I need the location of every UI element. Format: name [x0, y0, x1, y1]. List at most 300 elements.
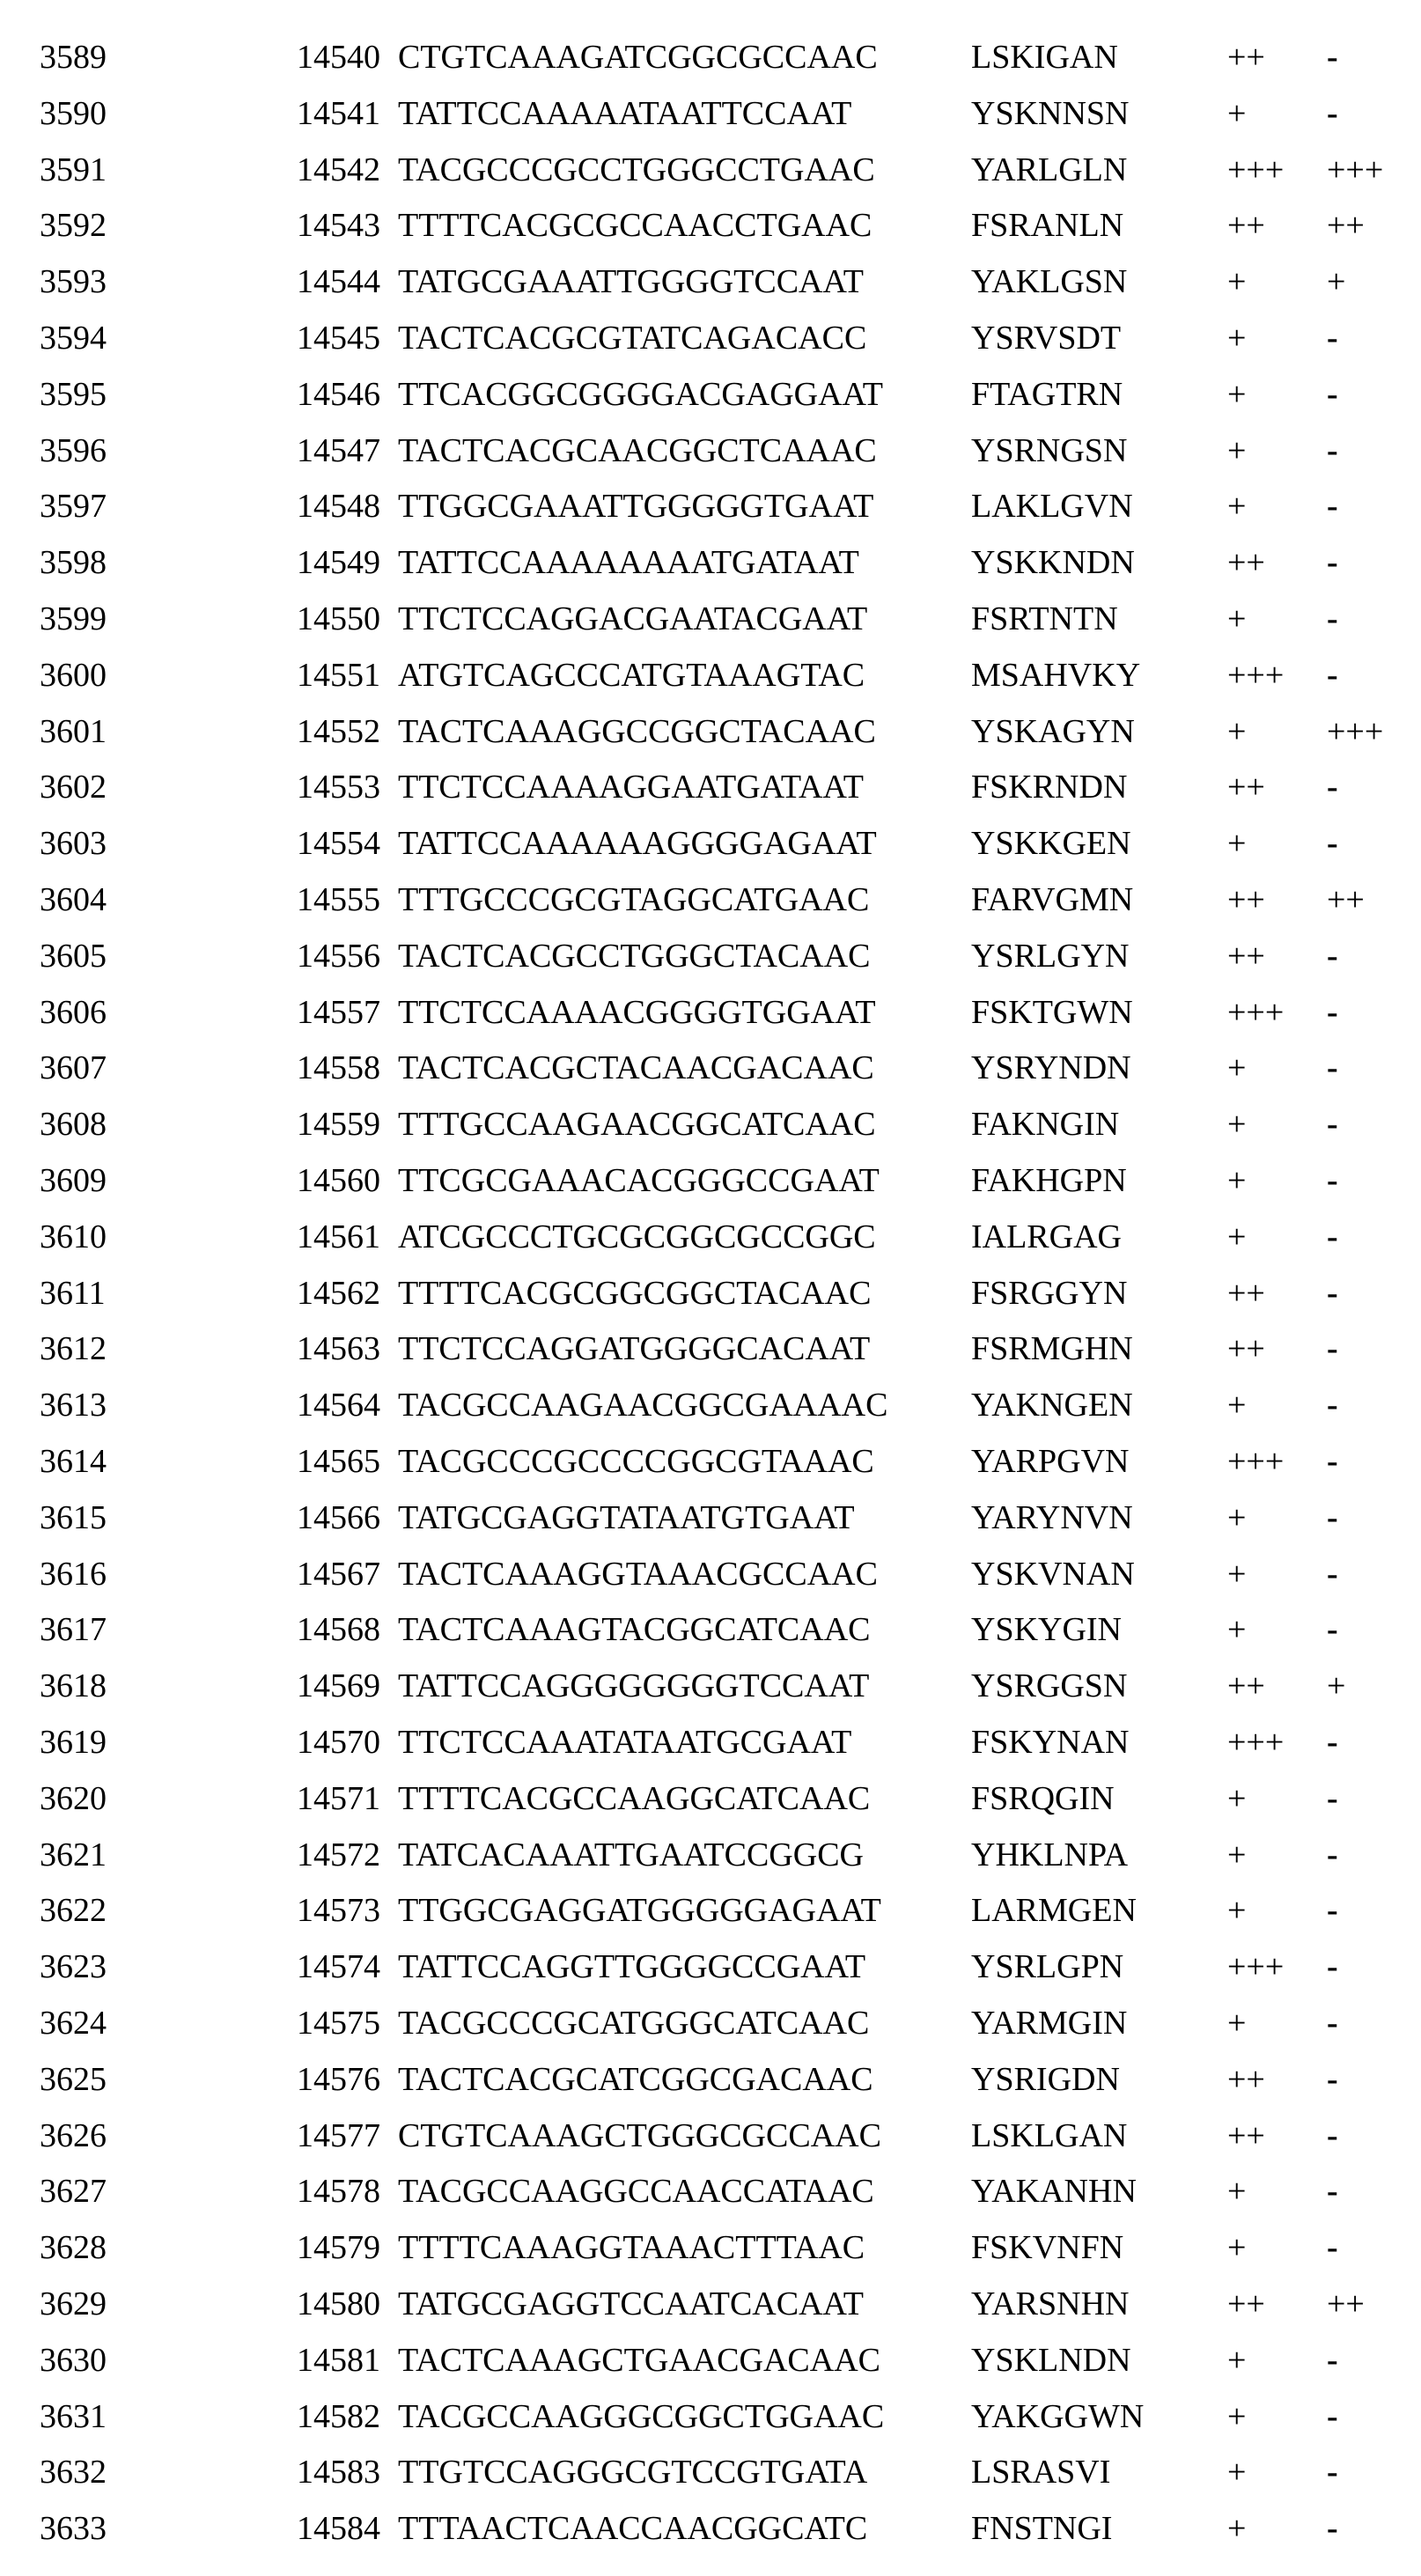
- sequence-id: 14578: [297, 2173, 380, 2211]
- row-id: 3616: [40, 1555, 107, 1593]
- sequence-id: 14583: [297, 2454, 380, 2491]
- score-2: -: [1327, 1218, 1338, 1255]
- table-row: [0, 29, 1421, 85]
- nucleotide-sequence: TTCTCCAAAACGGGGTGGAAT: [398, 993, 876, 1031]
- peptide-sequence: YSRNGSN: [971, 431, 1128, 469]
- table-row: [0, 85, 1421, 142]
- peptide-sequence: YARSNHN: [971, 2285, 1130, 2322]
- table-row: [0, 759, 1421, 815]
- peptide-sequence: FSKVNFN: [971, 2229, 1124, 2267]
- nucleotide-sequence: TACGCCAAGGGCGGCTGGAAC: [398, 2397, 885, 2435]
- score-1: ++: [1227, 1667, 1265, 1705]
- score-2: -: [1327, 2454, 1338, 2491]
- nucleotide-sequence: TTTAACTCAACCAACGGCATC: [398, 2510, 868, 2548]
- sequence-id: 14556: [297, 937, 380, 975]
- score-2: -: [1327, 1162, 1338, 1199]
- peptide-sequence: YSKNNSN: [971, 94, 1130, 132]
- score-2: ++: [1327, 207, 1365, 245]
- table-row: [0, 2108, 1421, 2164]
- score-1: +++: [1227, 151, 1285, 188]
- score-2: -: [1327, 993, 1338, 1031]
- table-row: [0, 1040, 1421, 1096]
- sequence-id: 14572: [297, 1836, 380, 1873]
- row-id: 3611: [40, 1274, 106, 1312]
- score-2: -: [1327, 1049, 1338, 1087]
- sequence-id: 14571: [297, 1779, 380, 1817]
- sequence-id: 14573: [297, 1892, 380, 1930]
- table-row: [0, 2500, 1421, 2557]
- table-row: [0, 2219, 1421, 2276]
- score-2: -: [1327, 1836, 1338, 1873]
- peptide-sequence: FTAGTRN: [971, 375, 1123, 413]
- nucleotide-sequence: CTGTCAAAGCTGGGCGCCAAC: [398, 2116, 881, 2154]
- score-1: ++: [1227, 881, 1265, 918]
- row-id: 3600: [40, 656, 107, 694]
- nucleotide-sequence: TTTTCACGCGCCAACCTGAAC: [398, 207, 872, 245]
- table-row: [0, 815, 1421, 872]
- nucleotide-sequence: TTGTCCAGGGCGTCCGTGATA: [398, 2454, 868, 2491]
- score-1: +: [1227, 2341, 1247, 2379]
- peptide-sequence: LAKLGVN: [971, 488, 1133, 526]
- peptide-sequence: YARYNVN: [971, 1498, 1133, 1536]
- score-1: +: [1227, 1836, 1247, 1873]
- row-id: 3623: [40, 1948, 107, 1986]
- score-2: -: [1327, 2005, 1338, 2042]
- row-id: 3618: [40, 1667, 107, 1705]
- score-2: +++: [1327, 712, 1384, 750]
- sequence-id: 14557: [297, 993, 380, 1031]
- score-2: -: [1327, 2116, 1338, 2154]
- table-row: [0, 142, 1421, 198]
- score-2: -: [1327, 2397, 1338, 2435]
- nucleotide-sequence: TACTCAAAGTACGGCATCAAC: [398, 1611, 871, 1649]
- sequence-id: 14542: [297, 151, 380, 188]
- row-id: 3626: [40, 2116, 107, 2154]
- sequence-id: 14559: [297, 1106, 380, 1144]
- sequence-id: 14570: [297, 1724, 380, 1761]
- score-2: -: [1327, 1892, 1338, 1930]
- sequence-id: 14568: [297, 1611, 380, 1649]
- nucleotide-sequence: TATTCCAAAAATAATTCCAAT: [398, 94, 852, 132]
- score-2: -: [1327, 544, 1338, 582]
- row-id: 3603: [40, 825, 107, 863]
- nucleotide-sequence: TTCACGGCGGGGACGAGGAAT: [398, 375, 883, 413]
- score-1: +++: [1227, 656, 1285, 694]
- peptide-sequence: YSKLNDN: [971, 2341, 1131, 2379]
- row-id: 3629: [40, 2285, 107, 2322]
- sequence-id: 14558: [297, 1049, 380, 1087]
- sequence-id: 14549: [297, 544, 380, 582]
- row-id: 3624: [40, 2005, 107, 2042]
- table-row: [0, 366, 1421, 423]
- sequence-id: 14569: [297, 1667, 380, 1705]
- row-id: 3612: [40, 1330, 107, 1368]
- score-1: +: [1227, 1218, 1247, 1255]
- score-2: -: [1327, 1106, 1338, 1144]
- sequence-id: 14576: [297, 2060, 380, 2098]
- score-2: -: [1327, 375, 1338, 413]
- peptide-sequence: IALRGAG: [971, 1218, 1122, 1255]
- score-2: -: [1327, 600, 1338, 637]
- score-1: ++: [1227, 2285, 1265, 2322]
- table-row: [0, 703, 1421, 760]
- score-2: -: [1327, 2510, 1338, 2548]
- score-2: -: [1327, 2173, 1338, 2211]
- table-row: [0, 2163, 1421, 2219]
- table-row: [0, 1377, 1421, 1433]
- peptide-sequence: YSRYNDN: [971, 1049, 1131, 1087]
- peptide-sequence: YAKGGWN: [971, 2397, 1145, 2435]
- score-1: +++: [1227, 1724, 1285, 1761]
- score-2: -: [1327, 94, 1338, 132]
- peptide-sequence: YSRGGSN: [971, 1667, 1128, 1705]
- nucleotide-sequence: TACGCCCGCATGGGCATCAAC: [398, 2005, 870, 2042]
- table-row: [0, 1770, 1421, 1827]
- row-id: 3599: [40, 600, 107, 637]
- score-1: +: [1227, 1049, 1247, 1087]
- score-1: +: [1227, 600, 1247, 637]
- row-id: 3591: [40, 151, 107, 188]
- table-row: [0, 928, 1421, 984]
- nucleotide-sequence: TTCGCGAAACACGGGCCGAAT: [398, 1162, 880, 1199]
- table-row: [0, 1658, 1421, 1714]
- sequence-id: 14552: [297, 712, 380, 750]
- sequence-id: 14555: [297, 881, 380, 918]
- table-row: [0, 478, 1421, 534]
- score-2: +: [1327, 1667, 1346, 1705]
- sequence-id: 14540: [297, 39, 380, 76]
- nucleotide-sequence: TACGCCCGCCTGGGCCTGAAC: [398, 151, 875, 188]
- score-2: -: [1327, 1498, 1338, 1536]
- score-2: -: [1327, 656, 1338, 694]
- table-row: [0, 2332, 1421, 2388]
- peptide-sequence: YSRLGYN: [971, 937, 1130, 975]
- nucleotide-sequence: TACTCACGCAACGGCTCAAAC: [398, 431, 877, 469]
- score-2: -: [1327, 2229, 1338, 2267]
- score-2: -: [1327, 1274, 1338, 1312]
- score-2: -: [1327, 1611, 1338, 1649]
- score-1: +++: [1227, 1948, 1285, 1986]
- peptide-sequence: YARLGLN: [971, 151, 1128, 188]
- score-1: ++: [1227, 937, 1265, 975]
- table-row: [0, 1882, 1421, 1939]
- sequence-id: 14560: [297, 1162, 380, 1199]
- nucleotide-sequence: TATGCGAGGTATAATGTGAAT: [398, 1498, 855, 1536]
- table-row: [0, 1265, 1421, 1321]
- sequence-id: 14567: [297, 1555, 380, 1593]
- sequence-id: 14580: [297, 2285, 380, 2322]
- score-1: ++: [1227, 207, 1265, 245]
- score-1: +: [1227, 431, 1247, 469]
- table-row: [0, 1546, 1421, 1602]
- score-2: -: [1327, 431, 1338, 469]
- peptide-sequence: FSKTGWN: [971, 993, 1133, 1031]
- row-id: 3589: [40, 39, 107, 76]
- nucleotide-sequence: TATGCGAGGTCCAATCACAAT: [398, 2285, 864, 2322]
- table-row: [0, 1096, 1421, 1152]
- peptide-sequence: FSRANLN: [971, 207, 1124, 245]
- score-1: +: [1227, 2510, 1247, 2548]
- table-row: [0, 2276, 1421, 2332]
- table-row: [0, 1209, 1421, 1265]
- score-2: -: [1327, 1779, 1338, 1817]
- peptide-sequence: FSKRNDN: [971, 769, 1128, 806]
- nucleotide-sequence: ATGTCAGCCCATGTAAAGTAC: [398, 656, 865, 694]
- score-1: +: [1227, 2229, 1247, 2267]
- peptide-sequence: YSRLGPN: [971, 1948, 1124, 1986]
- sequence-id: 14550: [297, 600, 380, 637]
- peptide-sequence: YSRVSDT: [971, 320, 1122, 357]
- table-row: [0, 1321, 1421, 1377]
- sequence-id: 14543: [297, 207, 380, 245]
- score-2: -: [1327, 2341, 1338, 2379]
- nucleotide-sequence: TATTCCAGGGGGGGGTCCAAT: [398, 1667, 870, 1705]
- score-1: +: [1227, 94, 1247, 132]
- nucleotide-sequence: TACTCACGCGTATCAGACACC: [398, 320, 867, 357]
- table-row: [0, 1152, 1421, 1209]
- row-id: 3598: [40, 544, 107, 582]
- score-1: +: [1227, 1555, 1247, 1593]
- row-id: 3614: [40, 1443, 107, 1480]
- nucleotide-sequence: TTTGCCAAGAACGGCATCAAC: [398, 1106, 876, 1144]
- nucleotide-sequence: TATGCGAAATTGGGGTCCAAT: [398, 263, 864, 301]
- peptide-sequence: FSRQGIN: [971, 1779, 1115, 1817]
- nucleotide-sequence: TTCTCCAGGATGGGGCACAAT: [398, 1330, 871, 1368]
- nucleotide-sequence: TACTCACGCATCGGCGACAAC: [398, 2060, 873, 2098]
- peptide-sequence: YSKVNAN: [971, 1555, 1135, 1593]
- nucleotide-sequence: TATCACAAATTGAATCCGGCG: [398, 1836, 864, 1873]
- score-1: +: [1227, 2454, 1247, 2491]
- sequence-id: 14551: [297, 656, 380, 694]
- row-id: 3601: [40, 712, 107, 750]
- peptide-sequence: FSKYNAN: [971, 1724, 1130, 1761]
- score-1: +: [1227, 1162, 1247, 1199]
- nucleotide-sequence: TTTTCACGCGGCGGCTACAAC: [398, 1274, 872, 1312]
- table-row: [0, 1714, 1421, 1770]
- sequence-id: 14581: [297, 2341, 380, 2379]
- score-1: +: [1227, 1387, 1247, 1424]
- nucleotide-sequence: ATCGCCCTGCGCGGCGCCGGC: [398, 1218, 876, 1255]
- sequence-id: 14544: [297, 263, 380, 301]
- peptide-sequence: FNSTNGI: [971, 2510, 1113, 2548]
- score-1: ++: [1227, 769, 1265, 806]
- nucleotide-sequence: TTTTCAAAGGTAAACTTTAAC: [398, 2229, 865, 2267]
- nucleotide-sequence: TTCTCCAGGACGAATACGAAT: [398, 600, 868, 637]
- peptide-sequence: MSAHVKY: [971, 656, 1141, 694]
- row-id: 3606: [40, 993, 107, 1031]
- table-row: [0, 1490, 1421, 1546]
- score-1: ++: [1227, 1274, 1265, 1312]
- sequence-id: 14563: [297, 1330, 380, 1368]
- row-id: 3622: [40, 1892, 107, 1930]
- row-id: 3610: [40, 1218, 107, 1255]
- row-id: 3620: [40, 1779, 107, 1817]
- table-row: [0, 1601, 1421, 1658]
- row-id: 3613: [40, 1387, 107, 1424]
- row-id: 3602: [40, 769, 107, 806]
- table-row: [0, 2051, 1421, 2108]
- table-row: [0, 647, 1421, 703]
- sequence-id: 14579: [297, 2229, 380, 2267]
- score-2: -: [1327, 320, 1338, 357]
- row-id: 3627: [40, 2173, 107, 2211]
- score-2: -: [1327, 1724, 1338, 1761]
- score-2: -: [1327, 488, 1338, 526]
- score-1: +: [1227, 320, 1247, 357]
- score-1: +: [1227, 712, 1247, 750]
- score-1: ++: [1227, 1330, 1265, 1368]
- table-row: [0, 310, 1421, 366]
- nucleotide-sequence: TACTCACGCCTGGGCTACAAC: [398, 937, 871, 975]
- nucleotide-sequence: TTTGCCCGCGTAGGCATGAAC: [398, 881, 870, 918]
- score-1: ++: [1227, 2116, 1265, 2154]
- score-2: +: [1327, 263, 1346, 301]
- score-1: +++: [1227, 1443, 1285, 1480]
- table-row: [0, 1939, 1421, 1995]
- peptide-sequence: LSRASVI: [971, 2454, 1111, 2491]
- score-2: +++: [1327, 151, 1384, 188]
- row-id: 3593: [40, 263, 107, 301]
- peptide-sequence: FSRMGHN: [971, 1330, 1133, 1368]
- sequence-id: 14562: [297, 1274, 380, 1312]
- nucleotide-sequence: TACTCAAAGGTAAACGCCAAC: [398, 1555, 878, 1593]
- nucleotide-sequence: TATTCCAAAAAAAATGATAAT: [398, 544, 859, 582]
- sequence-id: 14577: [297, 2116, 380, 2154]
- sequence-id: 14582: [297, 2397, 380, 2435]
- sequence-id: 14564: [297, 1387, 380, 1424]
- row-id: 3625: [40, 2060, 107, 2098]
- table-row: [0, 984, 1421, 1041]
- row-id: 3631: [40, 2397, 107, 2435]
- sequence-id: 14546: [297, 375, 380, 413]
- peptide-sequence: FSRTNTN: [971, 600, 1118, 637]
- score-1: +: [1227, 375, 1247, 413]
- table-row: [0, 254, 1421, 310]
- sequence-id: 14547: [297, 431, 380, 469]
- row-id: 3594: [40, 320, 107, 357]
- table-row: [0, 1995, 1421, 2051]
- score-1: +++: [1227, 993, 1285, 1031]
- row-id: 3619: [40, 1724, 107, 1761]
- score-2: -: [1327, 1387, 1338, 1424]
- nucleotide-sequence: TTCTCCAAATATAATGCGAAT: [398, 1724, 852, 1761]
- score-2: -: [1327, 1330, 1338, 1368]
- score-1: +: [1227, 1106, 1247, 1144]
- peptide-sequence: YSKAGYN: [971, 712, 1135, 750]
- row-id: 3597: [40, 488, 107, 526]
- peptide-sequence: FSRGGYN: [971, 1274, 1128, 1312]
- row-id: 3621: [40, 1836, 107, 1873]
- peptide-sequence: FAKHGPN: [971, 1162, 1127, 1199]
- sequence-id: 14553: [297, 769, 380, 806]
- table-row: [0, 534, 1421, 591]
- peptide-sequence: LARMGEN: [971, 1892, 1137, 1930]
- table-row: [0, 872, 1421, 928]
- score-1: +: [1227, 825, 1247, 863]
- score-2: -: [1327, 1443, 1338, 1480]
- row-id: 3630: [40, 2341, 107, 2379]
- sequence-id: 14565: [297, 1443, 380, 1480]
- peptide-sequence: YSKKNDN: [971, 544, 1135, 582]
- sequence-id: 14566: [297, 1498, 380, 1536]
- row-id: 3604: [40, 881, 107, 918]
- row-id: 3595: [40, 375, 107, 413]
- nucleotide-sequence: TACGCCAAGAACGGCGAAAAC: [398, 1387, 888, 1424]
- score-2: -: [1327, 39, 1338, 76]
- score-2: -: [1327, 1948, 1338, 1986]
- row-id: 3633: [40, 2510, 107, 2548]
- table-row: [0, 2388, 1421, 2445]
- score-1: +: [1227, 1892, 1247, 1930]
- table-row: [0, 423, 1421, 479]
- peptide-sequence: YAKNGEN: [971, 1387, 1133, 1424]
- peptide-sequence: YSRIGDN: [971, 2060, 1120, 2098]
- score-1: ++: [1227, 39, 1265, 76]
- score-1: +: [1227, 1779, 1247, 1817]
- score-2: -: [1327, 825, 1338, 863]
- score-1: ++: [1227, 544, 1265, 582]
- score-1: +: [1227, 1611, 1247, 1649]
- sequence-id: 14554: [297, 825, 380, 863]
- score-1: ++: [1227, 2060, 1265, 2098]
- table-row: [0, 591, 1421, 647]
- nucleotide-sequence: TACTCAAAGGCCGGCTACAAC: [398, 712, 876, 750]
- peptide-sequence: LSKLGAN: [971, 2116, 1128, 2154]
- score-1: +: [1227, 263, 1247, 301]
- score-2: ++: [1327, 2285, 1365, 2322]
- sequence-id: 14574: [297, 1948, 380, 1986]
- nucleotide-sequence: TTCTCCAAAAGGAATGATAAT: [398, 769, 864, 806]
- score-2: ++: [1327, 881, 1365, 918]
- score-1: +: [1227, 2005, 1247, 2042]
- score-2: -: [1327, 769, 1338, 806]
- row-id: 3605: [40, 937, 107, 975]
- sequence-id: 14575: [297, 2005, 380, 2042]
- score-1: +: [1227, 2173, 1247, 2211]
- table-row: [0, 2444, 1421, 2500]
- sequence-id: 14561: [297, 1218, 380, 1255]
- row-id: 3632: [40, 2454, 107, 2491]
- row-id: 3609: [40, 1162, 107, 1199]
- peptide-sequence: YAKLGSN: [971, 263, 1128, 301]
- table-row: [0, 1433, 1421, 1490]
- nucleotide-sequence: TACGCCAAGGCCAACCATAAC: [398, 2173, 874, 2211]
- score-2: -: [1327, 1555, 1338, 1593]
- table-row: [0, 1827, 1421, 1883]
- row-id: 3628: [40, 2229, 107, 2267]
- peptide-sequence: YHKLNPA: [971, 1836, 1129, 1873]
- peptide-sequence: YARPGVN: [971, 1443, 1130, 1480]
- sequence-id: 14541: [297, 94, 380, 132]
- row-id: 3608: [40, 1106, 107, 1144]
- score-1: +: [1227, 2397, 1247, 2435]
- peptide-sequence: YSKKGEN: [971, 825, 1131, 863]
- row-id: 3596: [40, 431, 107, 469]
- nucleotide-sequence: TATTCCAGGTTGGGGCCGAAT: [398, 1948, 866, 1986]
- sequence-id: 14545: [297, 320, 380, 357]
- peptide-sequence: YARMGIN: [971, 2005, 1128, 2042]
- row-id: 3590: [40, 94, 107, 132]
- nucleotide-sequence: TACTCAAAGCTGAACGACAAC: [398, 2341, 880, 2379]
- nucleotide-sequence: CTGTCAAAGATCGGCGCCAAC: [398, 39, 878, 76]
- peptide-sequence: FARVGMN: [971, 881, 1134, 918]
- nucleotide-sequence: TACGCCCGCCCCGGCGTAAAC: [398, 1443, 874, 1480]
- peptide-sequence: LSKIGAN: [971, 39, 1118, 76]
- peptide-sequence: FAKNGIN: [971, 1106, 1120, 1144]
- peptide-sequence: YAKANHN: [971, 2173, 1137, 2211]
- sequence-id: 14548: [297, 488, 380, 526]
- row-id: 3607: [40, 1049, 107, 1087]
